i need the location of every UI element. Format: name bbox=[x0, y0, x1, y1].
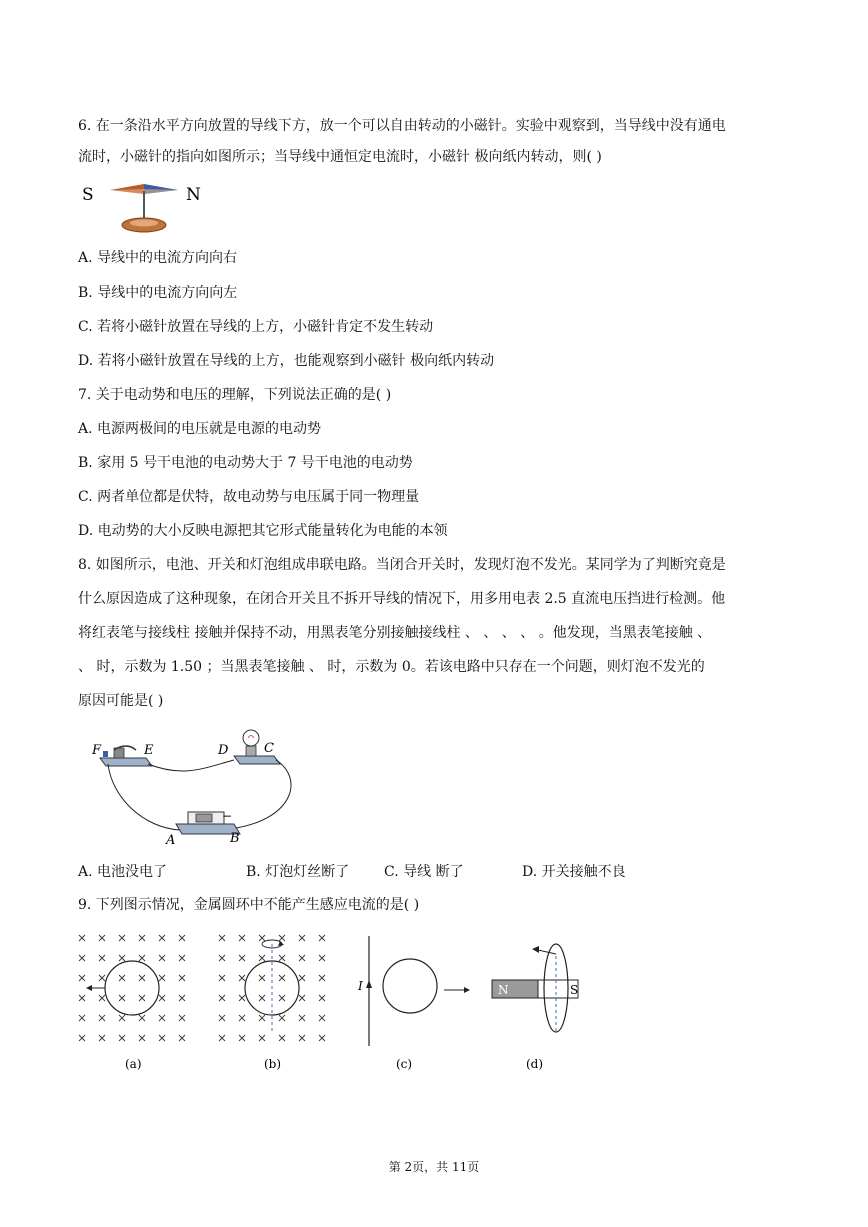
q6-option-a: A. 导线中的电流方向向右 bbox=[78, 250, 238, 266]
field-cross-mark bbox=[179, 1015, 185, 1021]
label-magnet-n: N bbox=[498, 983, 509, 997]
field-cross-mark bbox=[99, 975, 105, 981]
field-cross-mark bbox=[259, 1035, 265, 1041]
induction-figures bbox=[74, 928, 594, 1078]
field-cross-mark bbox=[299, 1035, 305, 1041]
label-c: (c) bbox=[396, 1057, 413, 1071]
field-cross-mark bbox=[79, 935, 85, 941]
field-cross-mark bbox=[159, 955, 165, 961]
q6-option-c: C. 若将小磁针放置在导线的上方，小磁针肯定不发生转动 bbox=[78, 319, 434, 335]
q7-option-a: A. 电源两极间的电压就是电源的电动势 bbox=[78, 421, 322, 437]
field-cross-mark bbox=[99, 935, 105, 941]
field-cross-mark bbox=[139, 935, 145, 941]
field-cross-mark bbox=[319, 955, 325, 961]
circuit-figure bbox=[84, 728, 304, 848]
field-cross-mark bbox=[219, 1015, 225, 1021]
field-cross-mark bbox=[99, 1035, 105, 1041]
q6-stem-line1: 6. 在一条沿水平方向放置的导线下方，放一个可以自由转动的小磁针。实验中观察到，当导线中没有通电 bbox=[78, 118, 726, 134]
field-cross-mark bbox=[119, 1015, 125, 1021]
field-cross-mark bbox=[79, 1035, 85, 1041]
field-cross-mark bbox=[119, 1035, 125, 1041]
field-cross-mark bbox=[239, 995, 245, 1001]
field-cross-mark bbox=[279, 995, 285, 1001]
page-footer: 第 2页，共 11页 bbox=[388, 1160, 480, 1174]
field-cross-mark bbox=[239, 975, 245, 981]
field-cross-mark bbox=[299, 935, 305, 941]
field-cross-mark bbox=[179, 935, 185, 941]
label-b: B bbox=[230, 831, 240, 846]
q8-stem-line4: 、 时，示数为 1.50 ；当黑表笔接触 、 时，示数为 0。若该电路中只存在一个问题，则灯泡不发光的 bbox=[78, 659, 705, 675]
label-e: E bbox=[144, 743, 154, 758]
field-cross-mark bbox=[239, 1035, 245, 1041]
field-cross-mark bbox=[119, 935, 125, 941]
q8-option-d: D. 开关接触不良 bbox=[522, 864, 626, 880]
field-cross-mark bbox=[139, 975, 145, 981]
q8-option-c: C. 导线 断了 bbox=[384, 864, 464, 880]
field-cross-mark bbox=[299, 955, 305, 961]
field-cross-mark bbox=[119, 975, 125, 981]
label-b: (b) bbox=[264, 1057, 282, 1071]
label-a: A bbox=[166, 833, 176, 848]
field-cross-mark bbox=[179, 1035, 185, 1041]
field-cross-mark bbox=[219, 975, 225, 981]
q6-option-b: B. 导线中的电流方向向左 bbox=[78, 285, 238, 301]
field-cross-mark bbox=[239, 955, 245, 961]
q7-option-c: C. 两者单位都是伏特，故电动势与电压属于同一物理量 bbox=[78, 489, 420, 505]
field-cross-mark bbox=[139, 1015, 145, 1021]
field-cross-mark bbox=[219, 1035, 225, 1041]
q9-stem: 9. 下列图示情况，金属圆环中不能产生感应电流的是( ) bbox=[78, 897, 420, 913]
field-cross-mark bbox=[279, 1015, 285, 1021]
label-a: (a) bbox=[125, 1057, 142, 1071]
field-cross-mark bbox=[179, 995, 185, 1001]
fig-label-n: N bbox=[186, 185, 201, 205]
field-cross-mark bbox=[259, 995, 265, 1001]
fig-label-s: S bbox=[82, 185, 94, 205]
field-cross-mark bbox=[139, 995, 145, 1001]
field-cross-mark bbox=[79, 1015, 85, 1021]
field-cross-mark bbox=[219, 995, 225, 1001]
q6-stem-line2: 流时，小磁针的指向如图所示；当导线中通恒定电流时，小磁针 极向纸内转动，则( ) bbox=[78, 149, 602, 165]
field-cross-mark bbox=[139, 1035, 145, 1041]
q8-stem-line2: 什么原因造成了这种现象，在闭合开关且不拆开导线的情况下，用多用电表 2.5 直流电压挡进行检测。他 bbox=[78, 591, 726, 607]
q8-stem-line5: 原因可能是( ) bbox=[78, 693, 164, 709]
field-cross-mark bbox=[239, 1015, 245, 1021]
field-cross-mark bbox=[179, 975, 185, 981]
field-cross-mark bbox=[79, 955, 85, 961]
field-cross-mark bbox=[159, 935, 165, 941]
q7-option-b: B. 家用 5 号干电池的电动势大于 7 号干电池的电动势 bbox=[78, 455, 413, 471]
field-cross-mark bbox=[279, 975, 285, 981]
compass-needle-figure bbox=[80, 178, 210, 238]
q8-option-a: A. 电池没电了 bbox=[78, 864, 168, 880]
field-cross-mark bbox=[159, 1015, 165, 1021]
field-cross-mark bbox=[159, 995, 165, 1001]
field-cross-mark bbox=[279, 935, 285, 941]
field-cross-mark bbox=[299, 995, 305, 1001]
field-cross-mark bbox=[319, 975, 325, 981]
q8-stem-line3: 将红表笔与接线柱 接触并保持不动，用黑表笔分别接触接线柱 、 、 、 、 。他发现，当黑表笔接触 、 bbox=[78, 625, 712, 641]
q7-option-d: D. 电动势的大小反映电源把其它形式能量转化为电能的本领 bbox=[78, 523, 448, 539]
field-cross-mark bbox=[159, 975, 165, 981]
field-cross-mark bbox=[119, 955, 125, 961]
label-c: C bbox=[264, 741, 274, 756]
field-cross-mark bbox=[259, 955, 265, 961]
field-cross-mark bbox=[259, 1015, 265, 1021]
label-minus: − bbox=[222, 809, 233, 823]
field-cross-mark bbox=[259, 975, 265, 981]
field-cross-mark bbox=[219, 955, 225, 961]
q7-stem: 7. 关于电动势和电压的理解，下列说法正确的是( ) bbox=[78, 387, 392, 403]
field-cross-mark bbox=[279, 955, 285, 961]
field-cross-mark bbox=[319, 935, 325, 941]
field-cross-mark bbox=[259, 935, 265, 941]
q8-option-b: B. 灯泡灯丝断了 bbox=[246, 864, 350, 880]
field-cross-mark bbox=[99, 995, 105, 1001]
field-cross-mark bbox=[179, 955, 185, 961]
field-cross-mark bbox=[279, 1035, 285, 1041]
field-cross-mark bbox=[139, 955, 145, 961]
label-current-i: I bbox=[358, 979, 363, 993]
field-cross-mark bbox=[299, 1015, 305, 1021]
q8-stem-line1: 8. 如图所示，电池、开关和灯泡组成串联电路。当闭合开关时，发现灯泡不发光。某同学为了判断究竟是 bbox=[78, 557, 726, 573]
q6-option-d: D. 若将小磁针放置在导线的上方，也能观察到小磁针 极向纸内转动 bbox=[78, 353, 495, 369]
field-cross-mark bbox=[319, 1015, 325, 1021]
field-cross-mark bbox=[79, 975, 85, 981]
label-f: F bbox=[92, 743, 102, 758]
field-cross-mark bbox=[219, 935, 225, 941]
field-cross-mark bbox=[299, 975, 305, 981]
label-d: (d) bbox=[526, 1057, 544, 1071]
field-cross-mark bbox=[239, 935, 245, 941]
field-cross-mark bbox=[159, 1035, 165, 1041]
field-cross-mark bbox=[99, 1015, 105, 1021]
field-cross-mark bbox=[79, 995, 85, 1001]
field-cross-mark bbox=[99, 955, 105, 961]
field-cross-mark bbox=[119, 995, 125, 1001]
field-cross-mark bbox=[319, 995, 325, 1001]
label-d: D bbox=[218, 743, 229, 758]
field-cross-mark bbox=[319, 1035, 325, 1041]
label-magnet-s: S bbox=[570, 983, 579, 997]
